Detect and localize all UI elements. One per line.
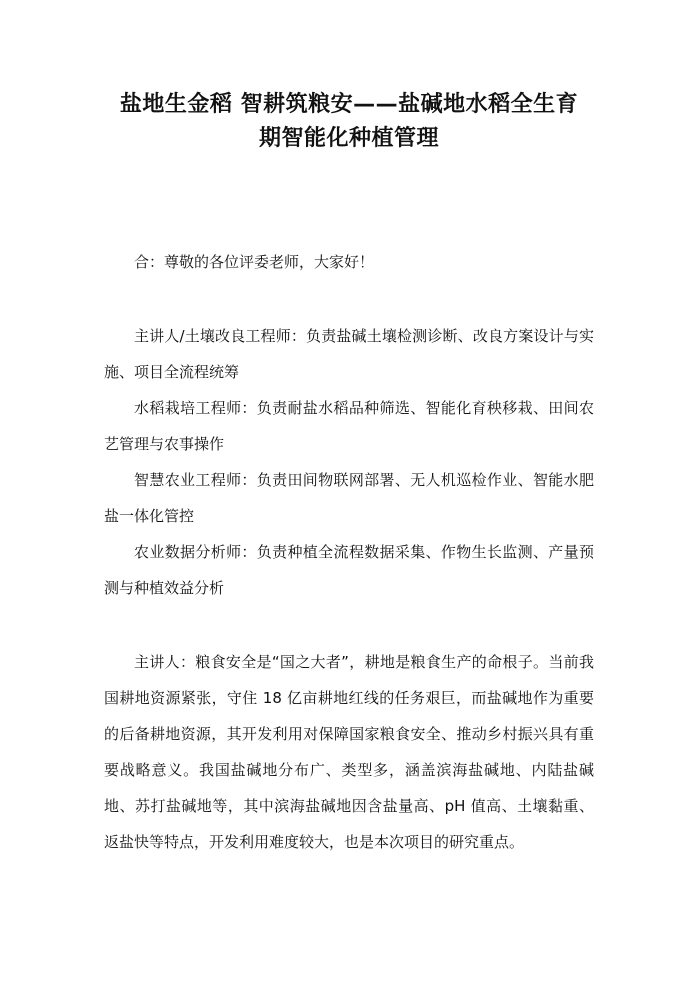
intro-paragraph: 主讲人：粮食安全是“国之大者”，耕地是粮食生产的命根子。当前我国耕地资源紧张，守住 18 亿亩耕地红线的任务艰巨，而盐碱地作为重要的后备耕地资源，其开发利用对保障国家粮食安全、推动乡村振兴具有重要战略意义。我国盐碱地分布广、类型多，涵盖滨海盐碱地、内陆盐碱地、苏打盐碱地等，其中滨海盐碱地因含盐量高、pH 值高、土壤黏重、返盐快等特点，开发利用难度较大，也是本次项目的研究重点。: [104, 653, 594, 851]
document-title: [104, 88, 594, 156]
title-line-2: 期智能化种植管理: [258, 126, 439, 151]
role-paragraph-smart-agri-engineer: 智慧农业工程师：负责田间物联网部署、无人机巡检作业、智能水肥盐一体化管控: [104, 471, 594, 525]
title-line-1: 盐地生金稻 智耕筑粮安——盐碱地水稻全生育: [119, 92, 579, 117]
roles-section: [104, 318, 594, 606]
greeting-paragraph: 合：尊敬的各位评委老师，大家好！: [134, 253, 375, 271]
role-paragraph-soil-engineer: 主讲人/土壤改良工程师：负责盐碱土壤检测诊断、改良方案设计与实施、项目全流程统筹: [104, 327, 594, 381]
role-paragraph-data-analyst: 农业数据分析师：负责种植全流程数据采集、作物生长监测、产量预测与种植效益分析: [104, 543, 594, 597]
role-paragraph-rice-engineer: 水稻栽培工程师：负责耐盐水稻品种筛选、智能化育秧移栽、田间农艺管理与农事操作: [104, 399, 594, 453]
